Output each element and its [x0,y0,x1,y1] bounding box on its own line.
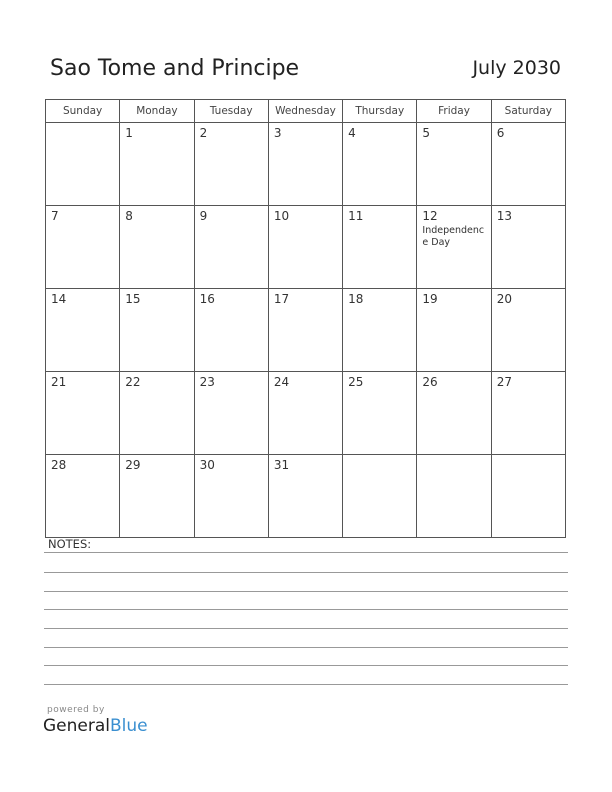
day-number: 17 [273,292,290,306]
day-number: 14 [51,292,67,306]
calendar-day-cell [268,289,342,372]
calendar-day-cell [343,206,417,289]
weekday-friday: Friday [417,100,491,123]
day-number: 4 [348,126,356,140]
weekday-monday: Monday [120,100,194,123]
note-line [44,552,568,553]
calendar-day-cell [268,206,342,289]
calendar-day-cell [46,455,120,538]
weekday-saturday: Saturday [491,100,565,123]
calendar-day-cell [491,455,565,538]
calendar-day-cell [46,123,120,206]
generalblue-logo [43,716,148,736]
day-number: 29 [125,458,141,472]
calendar-day-cell [46,206,120,289]
note-line [44,684,568,685]
day-number: 2 [199,126,208,140]
day-number: 21 [51,375,67,389]
note-line [44,628,568,629]
calendar-day-cell [343,289,417,372]
calendar-day-cell [46,289,120,372]
day-number: 26 [422,375,438,389]
calendar-month: July 2030 [472,57,561,79]
calendar-day-cell [491,206,565,289]
calendar-day-cell [120,455,194,538]
calendar-day-cell [46,372,120,455]
note-line [44,591,568,592]
day-number: 18 [348,292,364,306]
day-number: 19 [422,292,438,306]
weekday-wednesday: Wednesday [268,100,342,123]
calendar-day-cell [491,372,565,455]
day-number: 10 [273,209,290,223]
weekday-sunday: Sunday [46,100,120,123]
calendar-day-cell [417,123,491,206]
powered-by-text: powered by [47,705,105,715]
calendar-day-cell [417,206,491,289]
note-line [44,572,568,573]
day-number: 20 [496,292,512,306]
day-number: 8 [125,209,133,223]
calendar-week-row [46,123,566,206]
calendar-day-cell [268,123,342,206]
calendar-day-cell [417,289,491,372]
day-number: 25 [348,375,364,389]
note-line [44,665,568,666]
calendar-day-cell [343,455,417,538]
day-number: 27 [496,375,512,389]
day-number: 7 [51,209,59,223]
calendar-day-cell [417,455,491,538]
note-line [44,647,568,648]
day-number: 1 [125,126,133,140]
holiday-event: Independence Day [422,225,485,248]
calendar-day-cell [343,372,417,455]
day-number: 13 [496,209,512,223]
day-number: 9 [199,209,208,223]
calendar-day-cell [491,289,565,372]
calendar-week-row [46,289,566,372]
calendar-day-cell [268,455,342,538]
day-number: 16 [199,292,215,306]
notes-label: NOTES: [48,537,92,551]
calendar-day-cell [194,123,268,206]
day-number: 5 [422,126,431,140]
calendar-day-cell [120,123,194,206]
logo-blue: Blue [110,716,148,736]
day-number: 23 [199,375,215,389]
logo-general: General [43,716,110,736]
day-number: 24 [273,375,290,389]
day-number: 31 [273,458,290,472]
day-number: 3 [273,126,282,140]
calendar-day-cell [194,372,268,455]
calendar-day-cell [194,289,268,372]
calendar-day-cell [120,289,194,372]
note-line [44,609,568,610]
calendar-grid [45,99,566,538]
day-number: 12 [422,209,438,223]
day-number: 22 [125,375,141,389]
calendar-day-cell [417,372,491,455]
calendar-day-cell [194,206,268,289]
calendar-day-cell [120,206,194,289]
day-number: 6 [496,126,505,140]
day-number: 28 [51,458,67,472]
weekday-header-row [46,100,566,123]
calendar-title: Sao Tome and Principe [50,56,300,81]
calendar-day-cell [194,455,268,538]
calendar-day-cell [120,372,194,455]
day-number: 15 [125,292,141,306]
weekday-tuesday: Tuesday [194,100,268,123]
calendar-day-cell [343,123,417,206]
calendar-day-cell [491,123,565,206]
day-number: 11 [348,209,364,223]
weekday-thursday: Thursday [343,100,417,123]
day-number: 30 [199,458,215,472]
calendar-week-row [46,455,566,538]
calendar-week-row [46,206,566,289]
calendar-body [46,123,566,538]
calendar-week-row [46,372,566,455]
calendar-day-cell [268,372,342,455]
